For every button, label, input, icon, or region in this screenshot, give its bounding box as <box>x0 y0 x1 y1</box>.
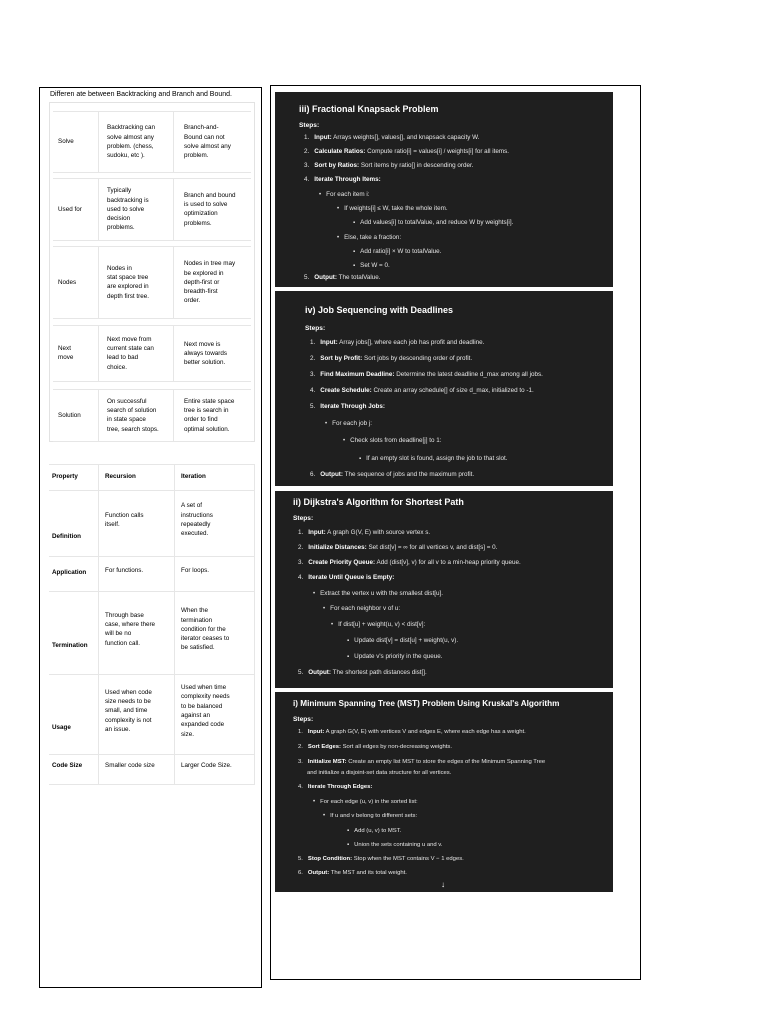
branch-bound-cell-line: Next move is <box>184 340 221 348</box>
step-marker: 3. <box>298 559 304 566</box>
step-heading: Sort Edges: <box>307 744 341 750</box>
step-marker: 3. <box>304 162 310 169</box>
step-heading: Output: <box>314 274 337 281</box>
step-text: Add (u, v) to MST. <box>354 828 402 834</box>
panel-title: i) Minimum Spanning Tree (MST) Problem Using Kruskal's Algorithm <box>293 699 560 708</box>
step-text: For each edge (u, v) in the sorted list: <box>320 799 418 805</box>
panel-title: iii) Fractional Knapsack Problem <box>299 104 439 114</box>
step-line <box>298 574 394 581</box>
step-line <box>310 387 534 394</box>
branch-bound-cell-line: problems. <box>184 219 212 227</box>
step-marker: ▪ <box>347 828 350 834</box>
iteration-cell-line: complexity needs <box>181 693 230 701</box>
row-label-line: Used for <box>58 205 82 213</box>
step-text: Sort all edges by non-decreasing weights. <box>342 744 452 750</box>
branch-bound-cell-line: tree is search in <box>184 407 229 415</box>
step-heading: Sort by Profit: <box>320 355 363 362</box>
step-text: For each job j: <box>332 420 373 427</box>
step-marker: ▪ <box>347 638 350 644</box>
iteration-cell-line: termination <box>181 616 213 624</box>
row-label <box>58 344 73 363</box>
step-heading: Find Maximum Deadline: <box>320 371 395 378</box>
branch-bound-cell-line: optimal solution. <box>184 425 230 433</box>
step-line <box>298 784 372 790</box>
recursion-cell-line: function call. <box>105 639 141 647</box>
backtracking-cell-line: Typically <box>107 187 132 195</box>
step-line <box>353 219 513 226</box>
knapsack-panel <box>275 92 613 287</box>
recursion-cell-line: case, where there <box>105 621 156 629</box>
iteration-cell-line: iterator ceases to <box>181 635 230 643</box>
iteration-cell-line: size. <box>181 730 194 738</box>
step-text: Create an empty list MST to store the edges of the Minimum Spanning Tree <box>348 759 546 765</box>
iteration-cell-line: executed. <box>181 530 209 538</box>
row-label-line: Next <box>58 345 71 353</box>
recursion-cell-line: Used when code <box>105 688 152 696</box>
recursion-cell <box>105 566 143 575</box>
backtracking-cell-line: decision <box>107 215 131 223</box>
step-heading: Create Schedule: <box>320 387 372 394</box>
steps-label: Steps: <box>299 122 320 129</box>
recursion-cell-line: complexity is not <box>105 716 152 724</box>
step-line <box>304 134 479 141</box>
arrow-down-icon[interactable]: ↓ <box>441 880 445 889</box>
step-marker: ▪ <box>347 842 350 848</box>
step-line <box>337 205 448 212</box>
panel-title: ii) Dijkstra's Algorithm for Shortest Path <box>293 497 464 507</box>
step-line <box>337 234 401 241</box>
backtracking-cell <box>107 123 155 160</box>
step-line <box>304 148 509 155</box>
step-marker: 5. <box>304 274 310 281</box>
backtracking-cell-line: problem. (chess, <box>107 142 154 150</box>
backtracking-cell-line: stat space tree <box>107 274 149 282</box>
step-text: For each neighbor v of u: <box>330 605 401 612</box>
steps-label: Steps: <box>293 515 314 522</box>
step-line <box>353 248 441 255</box>
recursion-cell-line: For functions. <box>105 566 144 574</box>
column-divider <box>173 247 174 318</box>
step-heading: Calculate Ratios: <box>314 148 366 155</box>
backtracking-cell-line: Backtracking can <box>107 124 155 132</box>
step-heading: Output: <box>308 669 331 676</box>
property-label: Application <box>52 569 87 576</box>
step-heading: Input: <box>307 729 325 735</box>
branch-bound-cell-line: optimization <box>184 210 218 218</box>
step-text: If dist[u] + weight(u, v) < dist[v]: <box>338 621 426 628</box>
step-heading: Stop Condition: <box>307 856 353 862</box>
column-divider <box>173 326 174 381</box>
step-line <box>298 529 430 536</box>
step-marker: • <box>343 438 346 444</box>
branch-bound-cell-line: breadth-first <box>184 288 218 296</box>
step-marker: 2. <box>304 148 310 155</box>
panel-title: iv) Job Sequencing with Deadlines <box>305 305 454 315</box>
step-line <box>325 420 372 427</box>
step-heading: Iterate Through Items: <box>314 176 381 183</box>
page-title: Differen ate between Backtracking and Branch and Bound. <box>50 91 232 98</box>
step-marker: 4. <box>298 784 303 790</box>
step-text: Add ratio[i] × W to totalValue. <box>360 248 442 255</box>
branch-bound-cell-line: Entire state space <box>184 397 235 405</box>
step-marker: • <box>337 235 340 241</box>
step-line <box>298 870 407 876</box>
row-label-line: Nodes <box>58 278 77 286</box>
step-line <box>323 605 400 612</box>
row-divider <box>49 464 255 465</box>
backtracking-cell <box>107 335 154 372</box>
recursion-cell <box>105 688 152 734</box>
table-row <box>53 246 251 319</box>
iteration-cell-line: A set of <box>181 502 203 510</box>
step-text: Else, take a fraction: <box>344 234 402 241</box>
step-heading: Output: <box>307 870 330 876</box>
step-marker: • <box>313 799 316 805</box>
branch-bound-cell-line: be explored in <box>184 269 224 277</box>
backtracking-cell <box>107 264 149 301</box>
branch-bound-cell-line: order to find <box>184 416 218 424</box>
branch-bound-cell <box>184 123 231 160</box>
step-text: A graph G(V, E) with vertices V and edges E, where each edge has a weight. <box>325 729 526 735</box>
step-text: Sort items by ratio[] in descending order. <box>360 162 474 169</box>
step-text: Union the sets containing u and v. <box>354 842 443 848</box>
branch-bound-cell-line: Bound can not <box>184 133 225 141</box>
step-text: Update dist[v] = dist[u] + weight(u, v). <box>354 637 459 644</box>
property-label: Usage <box>52 724 71 731</box>
step-line <box>313 799 418 805</box>
step-marker: 5. <box>298 856 303 862</box>
backtracking-cell-line: choice. <box>107 363 127 371</box>
dijkstra-panel <box>275 491 613 688</box>
iteration-cell <box>181 566 209 575</box>
row-label-line: Solution <box>58 411 81 419</box>
iteration-cell-line: against an <box>181 711 211 719</box>
column-divider <box>98 390 99 441</box>
step-line <box>298 544 497 551</box>
step-heading: Iterate Through Edges: <box>307 784 373 790</box>
step-marker: ▪ <box>347 654 350 660</box>
backtracking-cell-line: Next move from <box>107 335 152 343</box>
backtracking-cell-line: backtracking is <box>107 196 149 204</box>
column-divider <box>173 179 174 240</box>
table-row <box>53 178 251 241</box>
row-divider <box>49 754 255 755</box>
step-marker: • <box>319 192 322 198</box>
step-line <box>313 590 443 597</box>
step-heading: Input: <box>314 134 332 141</box>
backtracking-cell-line: sudoku, etc ). <box>107 152 145 160</box>
step-text: If weights[i] ≤ W, take the whole item. <box>344 205 448 212</box>
step-text: If u and v belong to different sets: <box>330 813 418 819</box>
table-row <box>53 389 251 442</box>
step-text: Set dist[v] = ∞ for all vertices v, and dist[s] = 0. <box>368 544 498 551</box>
step-marker: 4. <box>310 387 316 394</box>
iteration-cell-line: condition for the <box>181 625 226 633</box>
step-heading: Initialize MST: <box>307 759 347 765</box>
iteration-cell-line: instructions <box>181 511 213 519</box>
step-marker: 4. <box>298 574 304 581</box>
step-text: Add values[i] to totalValue, and reduce W by weights[i]. <box>360 219 514 226</box>
step-text: Determine the latest deadline d_max among all jobs. <box>396 371 543 378</box>
step-heading: Input: <box>320 339 338 346</box>
branch-bound-cell-line: Branch-and- <box>184 124 219 132</box>
step-line <box>304 274 381 281</box>
step-text: Sort jobs by descending order of profit. <box>364 355 473 362</box>
step-line <box>310 403 385 410</box>
iteration-cell-line: be satisfied. <box>181 644 215 652</box>
iteration-cell-line: For loops. <box>181 566 209 574</box>
step-text: Add (dist[v], v) for all v to a min-heap priority queue. <box>376 559 521 566</box>
backtracking-cell-line: On successful <box>107 397 147 405</box>
step-marker: 2. <box>310 355 316 362</box>
step-line <box>298 759 545 765</box>
step-line <box>347 842 442 848</box>
step-marker: 6. <box>310 471 316 478</box>
job-sequencing-panel <box>275 291 613 486</box>
row-divider <box>49 556 255 557</box>
column-divider <box>173 390 174 441</box>
recursion-cell-line: Through base <box>105 611 144 619</box>
step-text: A graph G(V, E) with source vertex s. <box>327 529 431 536</box>
property-label: Termination <box>52 642 88 649</box>
step-marker: • <box>323 606 326 612</box>
recursion-cell <box>105 761 155 770</box>
branch-bound-cell-line: is used to solve <box>184 201 228 209</box>
branch-bound-cell-line: Nodes in tree may <box>184 260 236 268</box>
step-text: The totalValue. <box>338 274 381 281</box>
property-label: Code Size <box>52 762 83 769</box>
step-text: Compute ratio[i] = values[i] / weights[i] for all items. <box>367 148 510 155</box>
step-marker: 4. <box>304 176 310 183</box>
step-line <box>304 162 474 169</box>
step-line <box>331 621 425 628</box>
step-marker: ▪ <box>353 249 356 255</box>
row-label <box>58 137 74 146</box>
step-marker: 5. <box>298 669 304 676</box>
step-marker: 1. <box>304 134 310 141</box>
step-text: and initialize a disjoint-set data structure for all vertices. <box>307 770 452 776</box>
branch-bound-cell-line: order. <box>184 297 201 305</box>
left-page <box>39 87 262 988</box>
backtracking-cell-line: depth first tree. <box>107 292 149 300</box>
iteration-cell-line: Used when time <box>181 684 227 692</box>
step-text: For each item i: <box>326 191 370 198</box>
backtracking-cell <box>107 397 159 434</box>
step-heading: Iterate Until Queue is Empty: <box>308 574 395 581</box>
branch-bound-cell <box>184 397 234 434</box>
step-text: Array jobs[], where each job has profit and deadline. <box>339 339 485 346</box>
step-line <box>353 262 390 269</box>
row-divider <box>49 591 255 592</box>
backtracking-cell-line: problems. <box>107 224 135 232</box>
row-divider <box>49 784 255 785</box>
step-text: The sequence of jobs and the maximum profit. <box>344 471 475 478</box>
iteration-cell <box>181 683 230 739</box>
step-line <box>347 653 443 660</box>
iteration-cell <box>181 501 213 538</box>
branch-bound-cell-line: solve almost any <box>184 142 231 150</box>
column-header: Iteration <box>181 473 206 480</box>
branch-bound-cell <box>184 340 227 368</box>
step-marker: • <box>323 813 326 819</box>
backtracking-vs-branch-table <box>49 102 255 442</box>
recursion-cell-line: size needs to be <box>105 698 151 706</box>
backtracking-cell-line: current state can <box>107 345 154 353</box>
step-heading: Initialize Distances: <box>308 544 367 551</box>
iteration-cell <box>181 761 232 770</box>
table-row <box>53 111 251 173</box>
step-text: Set W = 0. <box>360 262 390 269</box>
steps-label: Steps: <box>293 716 314 723</box>
step-marker: • <box>331 622 334 628</box>
step-marker: ▪ <box>359 456 362 462</box>
step-line <box>323 813 417 819</box>
branch-bound-cell-line: Branch and bound <box>184 191 236 199</box>
backtracking-cell <box>107 186 149 232</box>
step-line <box>298 744 452 750</box>
column-header: Recursion <box>105 473 136 480</box>
step-line <box>310 371 543 378</box>
row-label <box>58 411 81 420</box>
column-divider <box>98 179 99 240</box>
step-marker: 2. <box>298 744 303 750</box>
step-line <box>298 856 464 862</box>
step-heading: Create Priority Queue: <box>308 559 376 566</box>
step-marker: • <box>337 206 340 212</box>
recursion-cell-line: itself. <box>105 520 120 528</box>
step-marker: 2. <box>298 544 304 551</box>
recursion-cell-line: an issue. <box>105 725 131 733</box>
branch-bound-cell-line: problem. <box>184 152 209 160</box>
backtracking-cell-line: lead to bad <box>107 354 139 362</box>
step-marker: 1. <box>310 339 316 346</box>
step-line <box>310 355 472 362</box>
backtracking-cell-line: in state space <box>107 416 146 424</box>
step-line <box>347 828 401 834</box>
step-marker: ▪ <box>353 220 356 226</box>
step-text: If an empty slot is found, assign the job to that slot. <box>366 455 508 462</box>
step-heading: Sort by Ratios: <box>314 162 360 169</box>
recursion-vs-iteration-table <box>49 464 255 784</box>
step-heading: Iterate Through Jobs: <box>320 403 385 410</box>
recursion-cell-line: small, and time <box>105 707 148 715</box>
step-line <box>298 559 521 566</box>
step-line <box>298 729 526 735</box>
kruskal-mst-panel <box>275 692 613 892</box>
right-page <box>270 85 641 980</box>
step-text: Stop when the MST contains V − 1 edges. <box>353 856 464 862</box>
branch-bound-cell-line: always towards <box>184 349 228 357</box>
recursion-cell-line: will be no <box>105 630 132 638</box>
recursion-cell-line: Function calls <box>105 511 144 519</box>
branch-bound-cell <box>184 191 235 228</box>
step-text: Extract the vertex u with the smallest dist[u]. <box>320 590 443 597</box>
steps-label: Steps: <box>305 325 326 332</box>
step-line <box>304 176 381 183</box>
branch-bound-cell <box>184 259 235 305</box>
branch-bound-cell-line: depth-first or <box>184 278 220 286</box>
row-label-line: Solve <box>58 138 74 146</box>
branch-bound-cell-line: better solution. <box>184 359 226 367</box>
table-row <box>53 325 251 382</box>
recursion-cell-line: Smaller code size <box>105 762 155 770</box>
column-divider <box>98 247 99 318</box>
iteration-cell-line: repeatedly <box>181 520 211 528</box>
step-marker: • <box>313 591 316 597</box>
step-line <box>347 637 458 644</box>
iteration-cell-line: expanded code <box>181 721 225 729</box>
step-text: The shortest path distances dist[]. <box>332 669 427 676</box>
step-marker: • <box>325 421 328 427</box>
step-text: Check slots from deadline[j] to 1: <box>350 437 442 444</box>
row-label <box>58 205 82 214</box>
column-header: Property <box>52 473 78 480</box>
step-line <box>310 471 474 478</box>
backtracking-cell-line: are explored in <box>107 283 149 291</box>
step-marker: 1. <box>298 529 304 536</box>
property-label: Definition <box>52 533 82 540</box>
iteration-cell <box>181 606 229 652</box>
step-line <box>359 455 508 462</box>
step-line <box>343 437 441 444</box>
step-line <box>307 770 451 776</box>
step-text: Create an array schedule[] of size d_max, initialized to -1. <box>373 387 534 394</box>
row-label <box>58 278 76 287</box>
step-text: The MST and its total weight. <box>330 870 407 876</box>
step-text: Arrays weights[], values[], and knapsack capacity W. <box>333 134 480 141</box>
iteration-cell-line: When the <box>181 607 208 615</box>
step-text: Update v's priority in the queue. <box>354 653 443 660</box>
recursion-cell <box>105 611 155 648</box>
backtracking-cell-line: solve almost any <box>107 133 154 141</box>
step-line <box>319 191 370 198</box>
column-divider <box>98 112 99 172</box>
backtracking-cell-line: Nodes in <box>107 264 132 272</box>
row-divider <box>49 490 255 491</box>
backtracking-cell-line: tree, search stops. <box>107 425 159 433</box>
backtracking-cell-line: used to solve <box>107 205 145 213</box>
step-line <box>298 669 427 676</box>
step-heading: Output: <box>320 471 343 478</box>
step-marker: 1. <box>298 729 303 735</box>
row-label-line: move <box>58 354 74 362</box>
row-divider <box>49 674 255 675</box>
step-marker: 5. <box>310 403 316 410</box>
iteration-cell-line: to be balanced <box>181 702 223 710</box>
step-marker: 3. <box>310 371 316 378</box>
column-divider <box>98 326 99 381</box>
step-marker: 6. <box>298 870 303 876</box>
column-divider <box>173 112 174 172</box>
iteration-cell-line: Larger Code Size. <box>181 762 232 770</box>
backtracking-cell-line: search of solution <box>107 407 157 415</box>
step-heading: Input: <box>308 529 326 536</box>
step-marker: ▪ <box>353 263 356 269</box>
recursion-cell <box>105 511 144 530</box>
step-line <box>310 339 484 346</box>
step-marker: 3. <box>298 759 303 765</box>
